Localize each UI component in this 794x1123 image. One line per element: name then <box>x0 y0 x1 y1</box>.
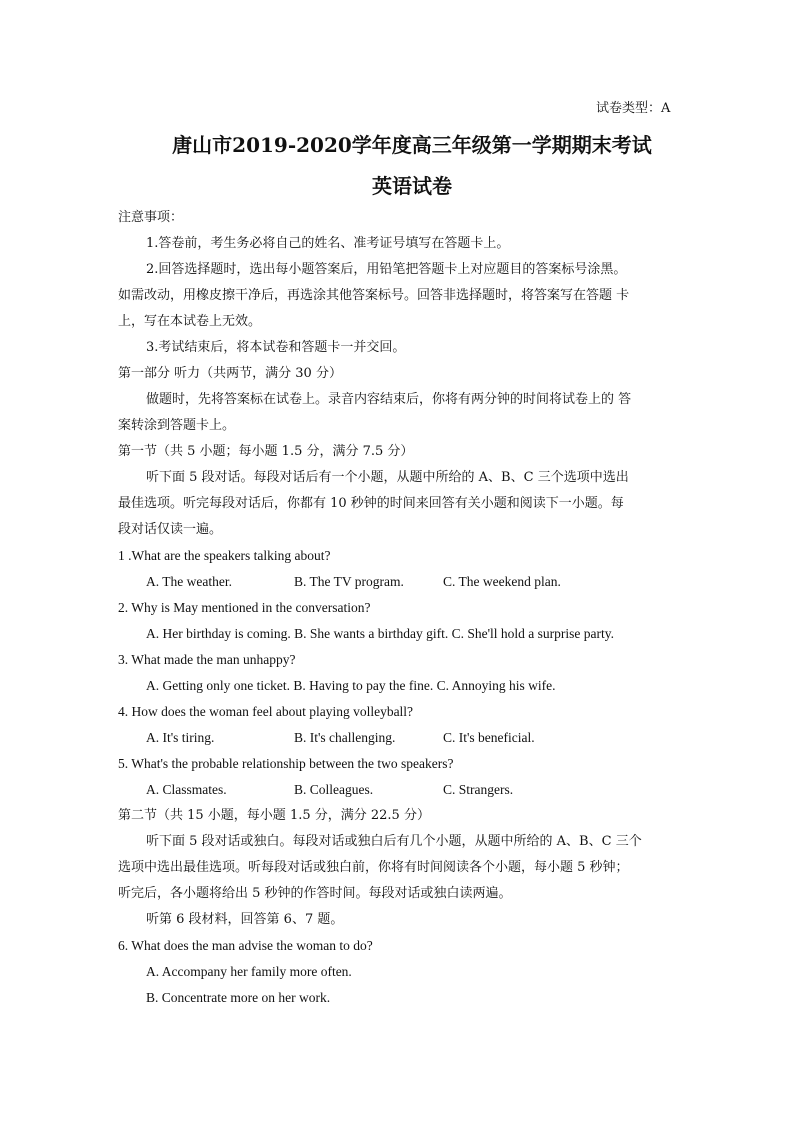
notice-item-2-line-3: 上，写在本试卷上无效。 <box>118 314 262 329</box>
question-4-option-b: B. It's challenging. <box>294 730 396 745</box>
section2-intro-line-2: 选项中选出最佳选项。听每段对话或独白前，你将有时间阅读各个小题，每小题 5 秒钟； <box>118 860 629 875</box>
question-4-option-c: C. It's beneficial. <box>443 730 535 745</box>
material-6-heading: 听第 6 段材料，回答第 6、7 题。 <box>146 912 344 927</box>
question-5-option-c: C. Strangers. <box>443 782 514 797</box>
notice-item-1: 1.答卷前，考生务必将自己的姓名、准考证号填写在答题卡上。 <box>146 236 510 251</box>
part1-intro-line-1: 做题时，先将答案标在试卷上。录音内容结束后，你将有两分钟的时间将试卷上的 答 <box>146 392 632 407</box>
section1-intro-line-2: 最佳选项。听完每段对话后，你都有 10 秒钟的时间来回答有关小题和阅读下一小题。每 <box>118 496 624 511</box>
question-4-option-a: A. It's tiring. <box>146 730 215 745</box>
notice-item-2-line-2: 如需改动，用橡皮擦干净后，再选涂其他答案标号。回答非选择题时，将答案写在答题 卡 <box>118 288 630 303</box>
question-5-option-a: A. Classmates. <box>146 782 227 797</box>
page-title: 唐山市2019-2020学年度高三年级第一学期期末考试 <box>172 133 652 157</box>
question-1-option-b: B. The TV program. <box>294 574 404 589</box>
notice-item-2-line-1: 2.回答选择题时，选出每小题答案后，用铅笔把答题卡上对应题目的答案标号涂黑。 <box>146 262 627 277</box>
exam-type-label: 试卷类型：A <box>596 101 671 116</box>
notice-item-3: 3.考试结束后，将本试卷和答题卡一并交回。 <box>146 340 406 355</box>
notice-heading: 注意事项： <box>118 210 184 225</box>
question-6-option-b: B. Concentrate more on her work. <box>146 990 331 1005</box>
question-6: 6. What does the man advise the woman to do? <box>118 938 373 953</box>
question-3: 3. What made the man unhappy? <box>118 652 296 667</box>
section2-heading: 第二节（共 15 小题，每小题 1.5 分，满分 22.5 分） <box>118 808 430 823</box>
section2-intro-line-1: 听下面 5 段对话或独白。每段对话或独白后有几个小题，从题中所给的 A、B、C 三个 <box>146 834 642 849</box>
section1-intro-line-3: 段对话仅读一遍。 <box>118 522 223 537</box>
question-4: 4. How does the woman feel about playing volleyball? <box>118 704 414 719</box>
section2-intro-line-3: 听完后，各小题将给出 5 秒钟的作答时间。每段对话或独白读两遍。 <box>118 886 512 901</box>
question-1-option-a: A. The weather. <box>146 574 232 589</box>
question-2-options: A. Her birthday is coming. B. She wants a birthday gift. C. She'll hold a surprise party. <box>146 626 614 641</box>
section1-heading: 第一节（共 5 小题；每小题 1.5 分，满分 7.5 分） <box>118 444 414 459</box>
part1-heading: 第一部分 听力（共两节，满分 30 分） <box>118 366 342 381</box>
question-1: 1 .What are the speakers talking about? <box>118 548 331 563</box>
question-6-option-a: A. Accompany her family more often. <box>146 964 352 979</box>
question-1-option-c: C. The weekend plan. <box>443 574 561 589</box>
section1-intro-line-1: 听下面 5 段对话。每段对话后有一个小题，从题中所给的 A、B、C 三个选项中选出 <box>146 470 629 485</box>
question-3-options: A. Getting only one ticket. B. Having to pay the fine. C. Annoying his wife. <box>146 678 556 693</box>
question-2: 2. Why is May mentioned in the conversation? <box>118 600 371 615</box>
page-subtitle: 英语试卷 <box>372 174 452 198</box>
question-5: 5. What's the probable relationship between the two speakers? <box>118 756 454 771</box>
part1-intro-line-2: 案转涂到答题卡上。 <box>118 418 236 433</box>
question-5-option-b: B. Colleagues. <box>294 782 374 797</box>
